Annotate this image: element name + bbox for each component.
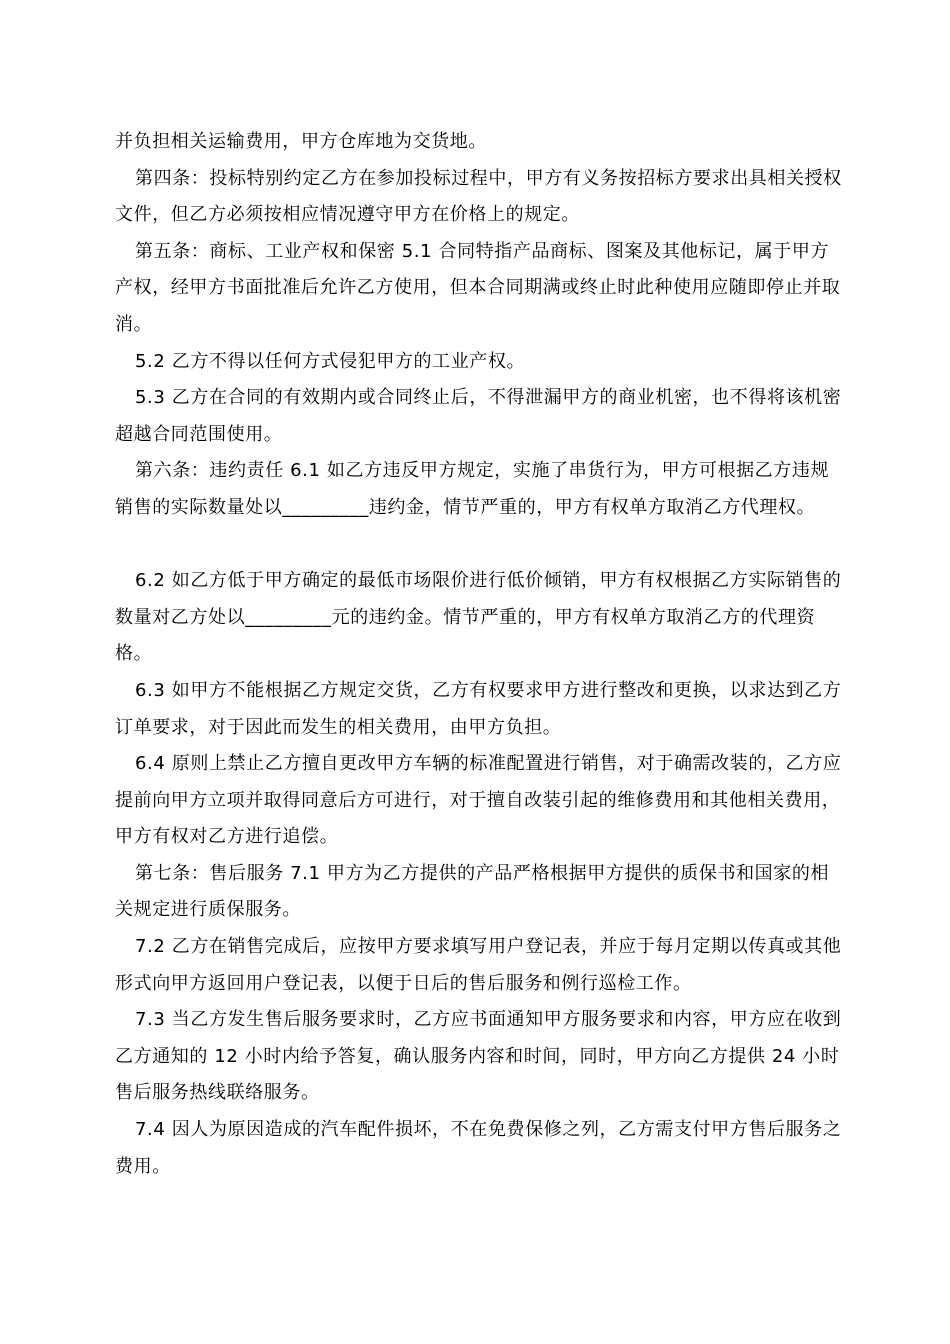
paragraph-6-2-price-dumping: 6.2 如乙方低于甲方确定的最低市场限价进行低价倾销，甲方有权根据乙方实际销售的数量对乙方处以_________元的违约金。情节严重的，甲方有权单方取消乙方的代理资格。 — [115, 570, 842, 665]
paragraph-article-5-1-trademark: 第五条：商标、工业产权和保密 5.1 合同特指产品商标、图案及其他标记，属于甲方产权，经甲方书面批准后允许乙方使用，但本合同期满或终止时此种使用应随即停止并取消。 — [115, 240, 841, 335]
paragraph-6-3-delivery: 6.3 如甲方不能根据乙方规定交货，乙方有权要求甲方进行整改和更换，以求达到乙方订单要求，对于因此而发生的相关费用，由甲方负担。 — [115, 679, 842, 738]
paragraph-5-3-confidentiality: 5.3 乙方在合同的有效期内或合同终止后，不得泄漏甲方的商业机密，也不得将该机密超越合同范围使用。 — [115, 387, 842, 445]
paragraph-article-6-1-liability: 第六条：违约责任 6.1 如乙方违反甲方规定，实施了串货行为，甲方可根据乙方违规销售的实际数量处以_________违约金，情节严重的，甲方有权单方取消乙方代理权。 — [115, 460, 830, 518]
paragraph-transport-cost: 并负担相关运输费用，甲方仓库地为交货地。 — [115, 131, 487, 152]
paragraph-7-3-service-request: 7.3 当乙方发生售后服务要求时，乙方应书面通知甲方服务要求和内容，甲方应在收到乙方通知的 12 小时内给予答复，确认服务内容和时间，同时，甲方向乙方提供 24 小时售后服务热线联络服务。 — [115, 1009, 842, 1104]
blank-line — [115, 527, 845, 564]
document-body — [115, 124, 845, 1185]
paragraph-5-2-industrial-property: 5.2 乙方不得以任何方式侵犯甲方的工业产权。 — [135, 350, 526, 372]
paragraph-7-4-damage: 7.4 因人为原因造成的汽车配件损坏，不在免费保修之列，乙方需支付甲方售后服务之费用。 — [115, 1119, 842, 1177]
paragraph-6-4-modification: 6.4 原则上禁止乙方擅自更改甲方车辆的标准配置进行销售，对于确需改装的，乙方应提前向甲方立项并取得同意后方可进行，对于擅自改装引起的维修费用和其他相关费用，甲方有权对乙方进行追偿。 — [115, 753, 842, 848]
paragraph-article-4-bidding: 第四条：投标特别约定乙方在参加投标过程中，甲方有义务按招标方要求出具相关授权文件，但乙方必须按相应情况遵守甲方在价格上的规定。 — [115, 167, 842, 226]
paragraph-7-2-registration: 7.2 乙方在销售完成后，应按甲方要求填写用户登记表，并应于每月定期以传真或其他形式向甲方返回用户登记表，以便于日后的售后服务和例行巡检工作。 — [115, 936, 842, 994]
paragraph-article-7-1-after-sales: 第七条：售后服务 7.1 甲方为乙方提供的产品严格根据甲方提供的质保书和国家的相关规定进行质保服务。 — [115, 862, 830, 921]
